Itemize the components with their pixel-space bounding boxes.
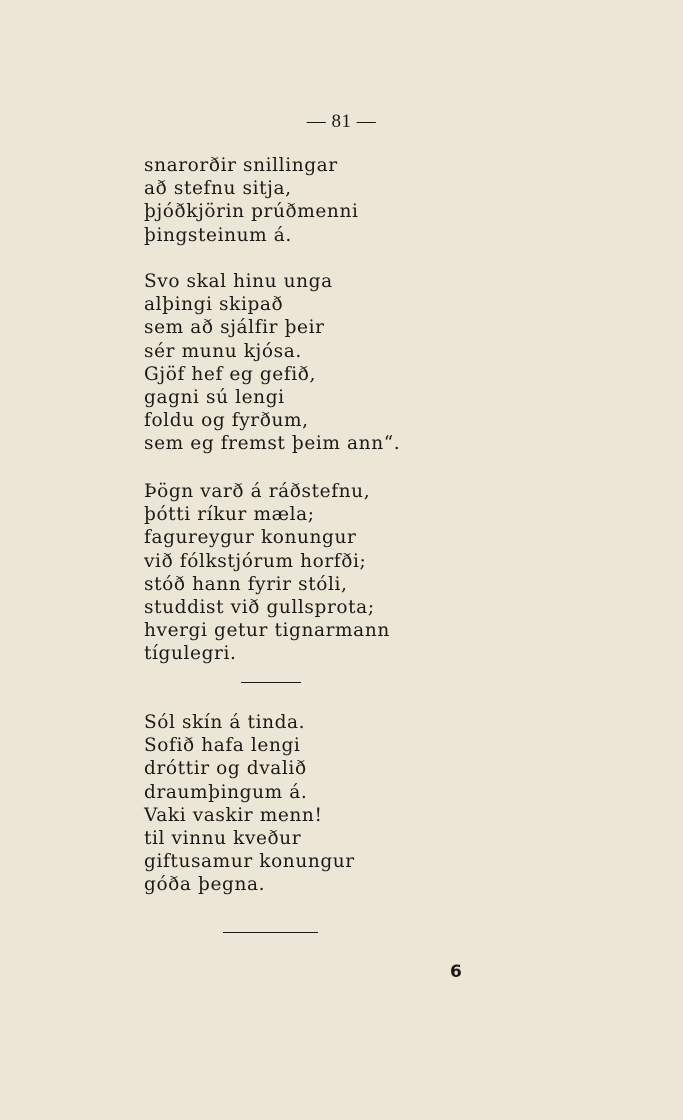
- section-divider: [241, 682, 301, 683]
- stanza: [144, 154, 358, 247]
- verse-line: Þögn varð á ráðstefnu,: [144, 481, 371, 502]
- verse-line: fagureygur konungur: [144, 527, 357, 549]
- verse-line: þótti ríkur mæla;: [144, 504, 315, 526]
- verse-line: að stefnu sitja,: [144, 178, 292, 200]
- page-number: — 81 —: [306, 111, 377, 132]
- verse-line: sér munu kjósa.: [144, 340, 302, 362]
- verse-line: þjóðkjörin prúðmenni: [144, 201, 359, 223]
- verse-line: til vinnu kveður: [144, 828, 302, 850]
- verse-line: gagni sú lengi: [144, 387, 285, 409]
- verse-line: studdist við gullsprota;: [144, 597, 375, 619]
- verse-line: tígulegri.: [144, 643, 237, 665]
- verse-line: stóð hann fyrir stóli,: [144, 573, 348, 595]
- verse-line: alþingi skipað: [144, 294, 284, 316]
- verse-line: hvergi getur tignarmann: [144, 620, 390, 642]
- verse-line: snarorðir snillingar: [144, 155, 338, 176]
- stanza: [144, 711, 355, 897]
- verse-line: við fólkstjórum horfði;: [144, 550, 367, 572]
- verse-line: Gjöf hef eg gefið,: [144, 363, 317, 385]
- stanza: [144, 480, 390, 666]
- verse-line: draumþingum á.: [144, 781, 308, 803]
- verse-line: Sól skín á tinda.: [144, 712, 306, 733]
- verse-line: giftusamur konungur: [144, 851, 355, 873]
- verse-line: þingsteinum á.: [144, 224, 292, 246]
- verse-line: sem að sjálfir þeir: [144, 317, 325, 339]
- verse-line: Svo skal hinu unga: [144, 271, 333, 292]
- verse-line: góða þegna.: [144, 874, 266, 896]
- verse-line: Vaki vaskir menn!: [144, 804, 323, 826]
- end-divider: [223, 932, 318, 933]
- verse-line: dróttir og dvalið: [144, 758, 307, 780]
- verse-line: foldu og fyrðum,: [144, 410, 309, 432]
- stanza: [144, 270, 400, 456]
- signature-mark: 6: [450, 962, 462, 982]
- verse-line: Sofið hafa lengi: [144, 735, 301, 757]
- verse-line: sem eg fremst þeim ann“.: [144, 433, 401, 455]
